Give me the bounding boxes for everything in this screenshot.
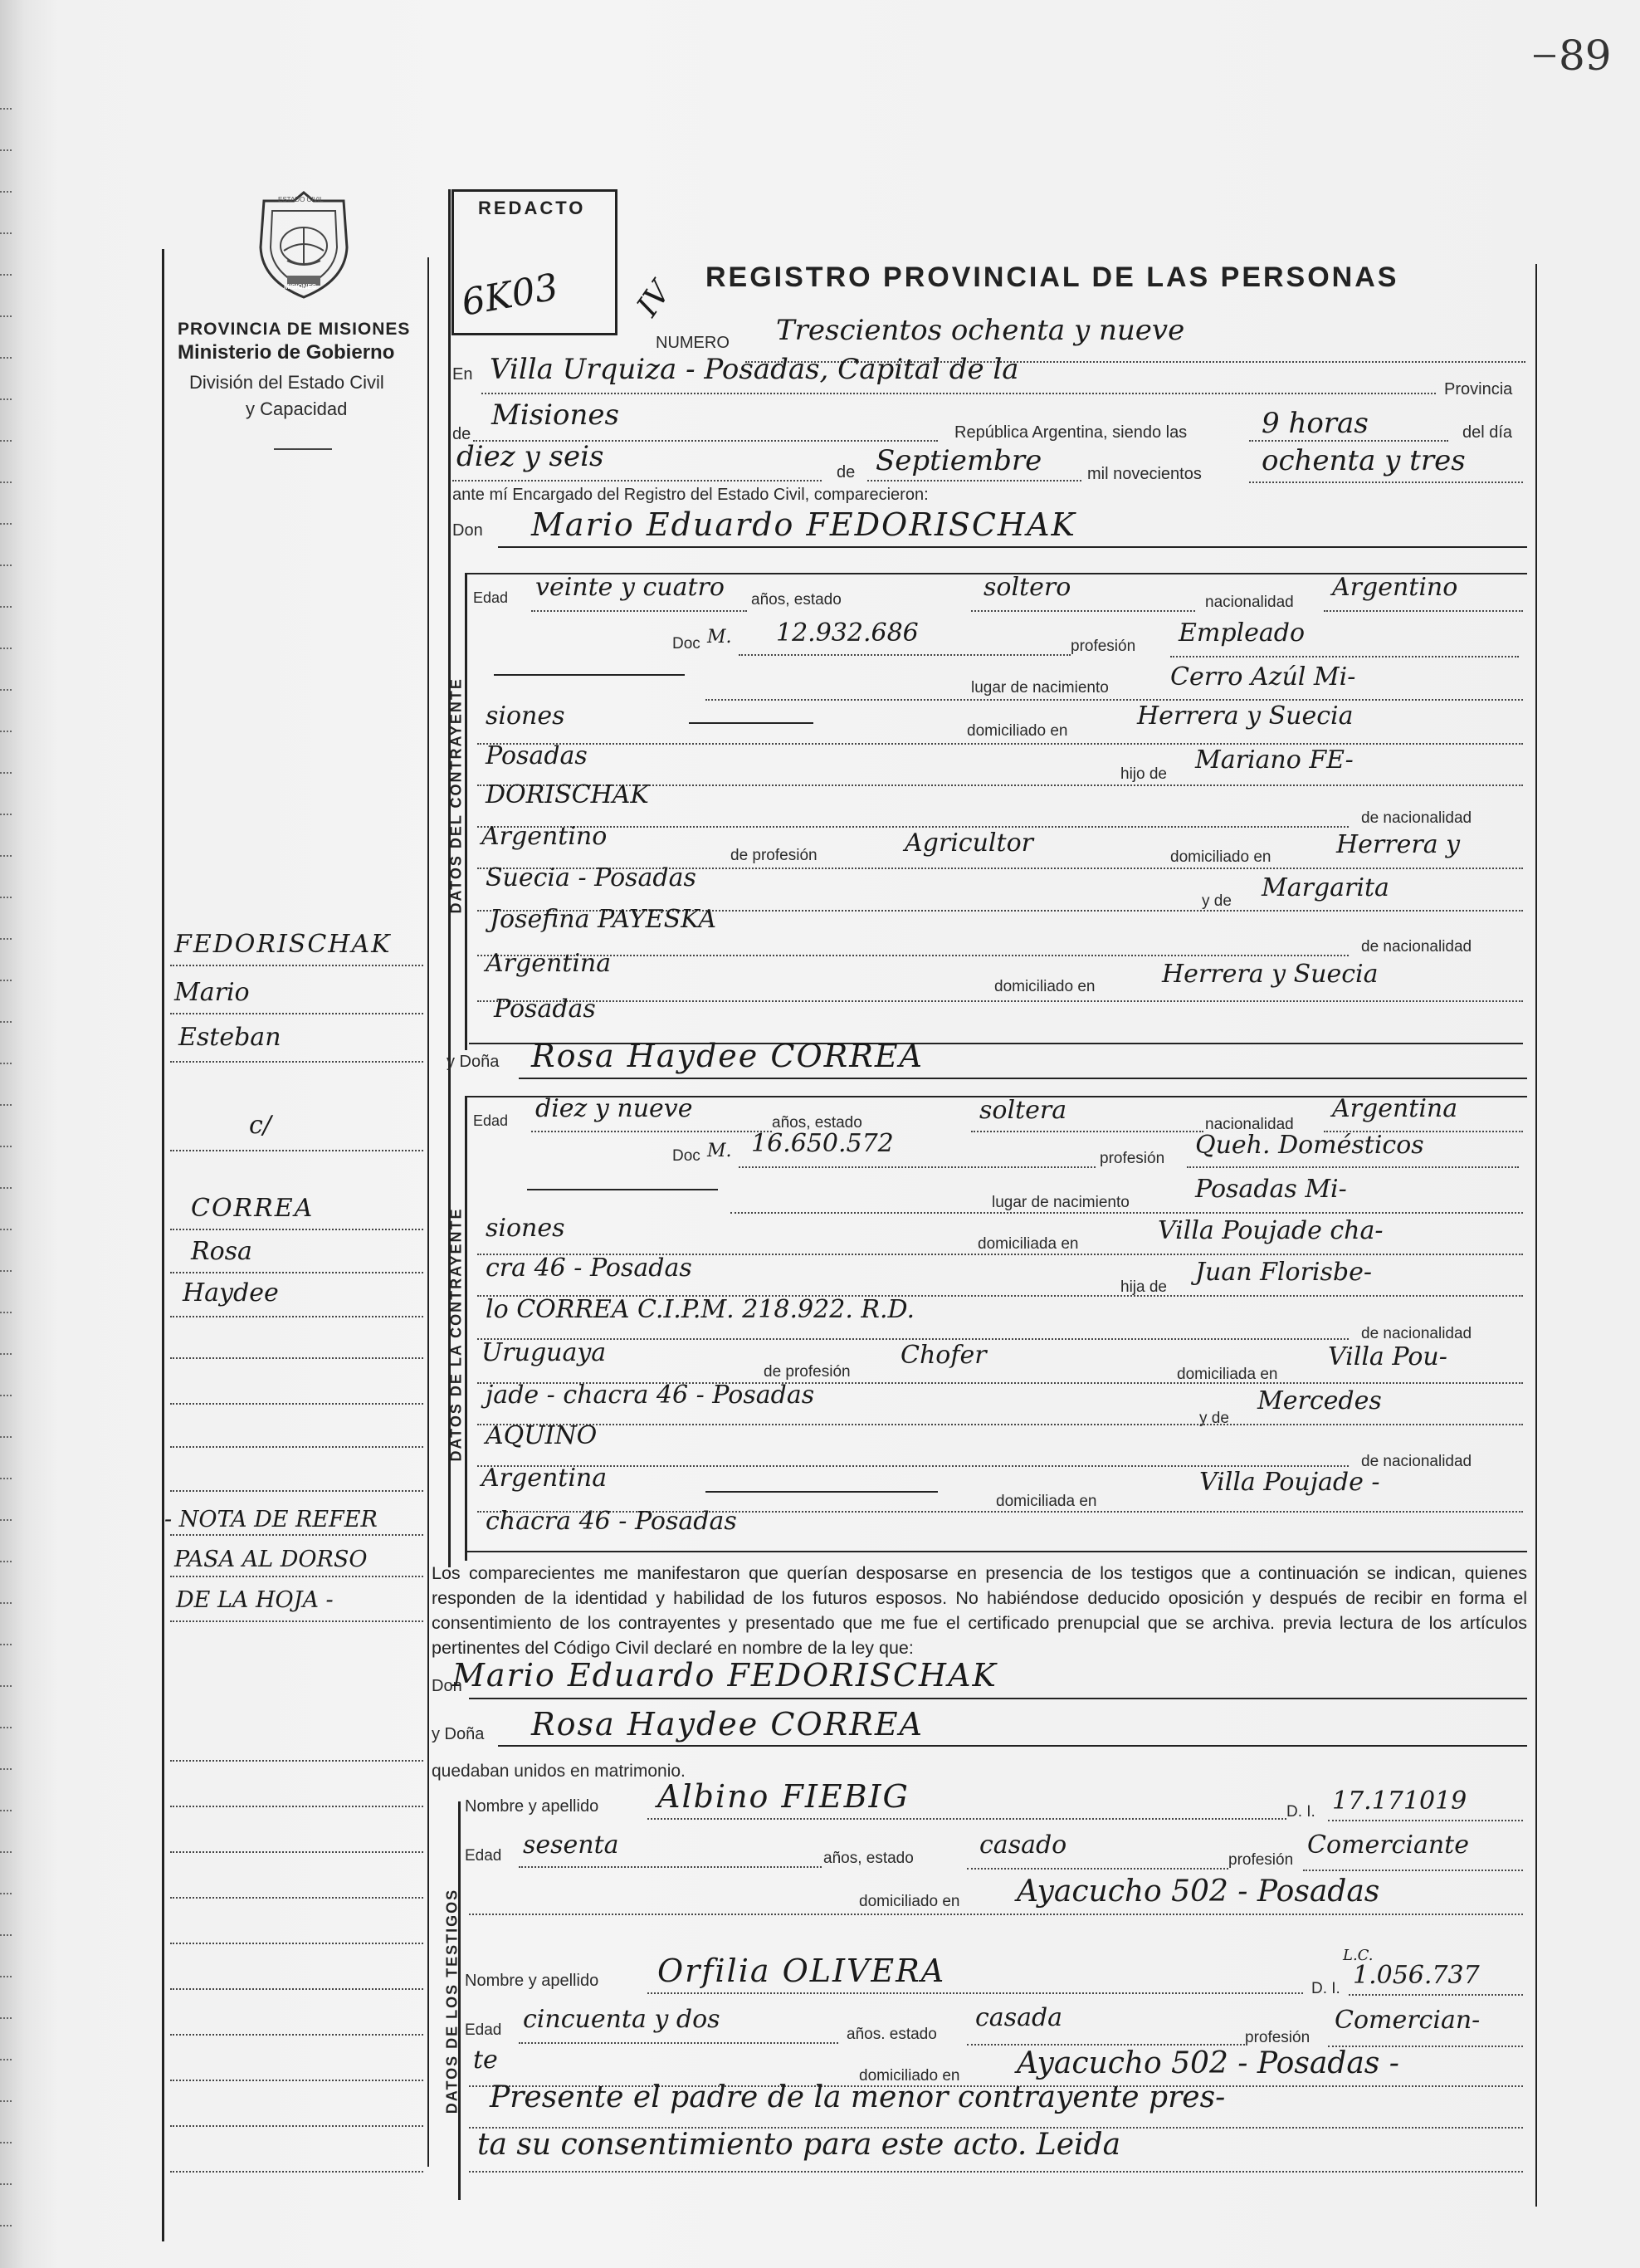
witness-data-label: DATOS DE LOS TESTIGOS xyxy=(443,1888,461,2114)
margin-tick xyxy=(0,814,12,815)
bride-mother-address-2: chacra 46 - Posadas xyxy=(486,1507,737,1536)
province-name: PROVINCIA DE MISIONES xyxy=(178,320,411,339)
margin-tick xyxy=(0,731,12,732)
bride-mother-nat-line xyxy=(477,1465,1349,1467)
division-name: División del Estado Civil xyxy=(189,372,384,393)
declaration-paragraph: Los comparecientes me manifestaron que querían desposarse en presencia de los testigos que a continuación se indican, quienes responden de la identidad y habilidad de los futuros esposos. No habiéndose deducido oposición y después de recibir en forma el consentimiento de los contrayentes y presentado que me fue el certificado prenupcial que se archiva. previa lectura de los artículos pertinentes del Código Civil declaré en nombre de la ley que: xyxy=(432,1563,1527,1658)
month-line xyxy=(867,480,1081,481)
witness2-anios-label: años. estado xyxy=(847,2026,937,2043)
groom-father-nationality: Argentino xyxy=(481,822,608,851)
bride-doc-label: Doc xyxy=(672,1147,700,1165)
margin-line-19 xyxy=(170,1943,423,1944)
groom-doc-type: M. xyxy=(707,627,732,648)
margin-surname-bride: CORREA xyxy=(191,1194,315,1223)
left-column-rule xyxy=(162,249,164,2241)
bride-address-2: cra 46 - Posadas xyxy=(486,1254,692,1283)
groom-profession: Empleado xyxy=(1179,618,1306,648)
witness2-di-label: D. I. xyxy=(1311,1980,1340,1997)
bride-domicilio-label: domiciliada en xyxy=(978,1235,1079,1253)
groom-name-line xyxy=(498,546,1527,548)
margin-tick xyxy=(0,2059,12,2060)
witness1-civil-line xyxy=(967,1868,1228,1870)
witness2-di-prefix: L.C. xyxy=(1343,1947,1374,1964)
bride-nacionalidad-label: nacionalidad xyxy=(1205,1116,1294,1133)
margin-tick xyxy=(0,938,12,940)
groom-father-nat-label: de nacionalidad xyxy=(1361,809,1472,827)
margin-tick xyxy=(0,1602,12,1604)
bride-lugar-label: lugar de nacimiento xyxy=(992,1194,1130,1211)
groom-nat-line xyxy=(1324,610,1523,612)
margin-line-3 xyxy=(170,1061,423,1063)
registry-title: REGISTRO PROVINCIAL DE LAS PERSONAS xyxy=(705,262,1399,293)
margin-tick xyxy=(0,1353,12,1355)
day-value: diez y seis xyxy=(456,440,604,473)
witness1-name-label: Nombre y apellido xyxy=(465,1797,599,1816)
witness1-edad-label: Edad xyxy=(465,1847,502,1865)
witness2-age-line xyxy=(519,2042,838,2044)
groom-prof-line xyxy=(1170,656,1519,657)
right-border-rule xyxy=(1535,264,1537,2207)
groom-mother-address-line xyxy=(477,1000,1523,1002)
bride-father-nat-label: de nacionalidad xyxy=(1361,1325,1472,1342)
margin-tick xyxy=(0,523,12,525)
margin-line-4 xyxy=(170,1150,423,1151)
bride-age-line xyxy=(531,1131,772,1132)
margin-tick xyxy=(0,1021,12,1023)
witness1-profession: Comerciante xyxy=(1307,1831,1469,1860)
bride-dash-1 xyxy=(527,1189,718,1190)
provincia-label: Provincia xyxy=(1444,380,1513,398)
margin-line-21 xyxy=(170,2034,423,2036)
margin-name-groom-2: Esteban xyxy=(178,1023,281,1052)
witness1-di-line xyxy=(1328,1820,1523,1821)
bride-father-nat-line xyxy=(477,1338,1349,1340)
header-divider xyxy=(274,448,332,450)
groom-profesion-label: profesión xyxy=(1071,638,1136,655)
groom-mother-1: Margarita xyxy=(1262,873,1389,902)
margin-connector: c/ xyxy=(249,1111,271,1140)
margin-tick xyxy=(0,1768,12,1770)
witness1-address: Ayacucho 502 - Posadas xyxy=(1017,1875,1380,1909)
bride-mother-line xyxy=(477,1424,1523,1425)
union-groom-name: Mario Eduardo FEDORISCHAK xyxy=(452,1657,998,1694)
margin-tick xyxy=(0,1644,12,1645)
bride-address-1: Villa Poujade cha- xyxy=(1158,1216,1384,1245)
groom-mother-address: Herrera y Suecia xyxy=(1162,960,1379,989)
witness1-di-number: 17.171019 xyxy=(1332,1787,1467,1816)
bride-profession: Queh. Domésticos xyxy=(1195,1131,1424,1160)
bride-section-bottom xyxy=(465,1551,1527,1552)
bride-y-de-label: y de xyxy=(1199,1410,1229,1427)
union-closing: quedaban unidos en matrimonio. xyxy=(432,1762,686,1781)
witness1-di-label: D. I. xyxy=(1286,1803,1315,1821)
bride-father-nationality: Uruguaya xyxy=(481,1338,607,1367)
margin-line-6 xyxy=(170,1272,423,1273)
groom-father-profession: Agricultor xyxy=(905,829,1033,858)
margin-tick xyxy=(0,1976,12,1977)
margin-line-23 xyxy=(170,2125,423,2127)
margin-line-8 xyxy=(170,1357,423,1359)
margin-tick xyxy=(0,1436,12,1438)
groom-civil-line xyxy=(971,610,1195,612)
groom-address-2: Posadas xyxy=(486,741,588,770)
bride-profesion-label: profesión xyxy=(1100,1150,1165,1167)
margin-tick xyxy=(0,1146,12,1147)
groom-father-1: Mariano FE- xyxy=(1195,745,1354,775)
bride-doc-number: 16.650.572 xyxy=(751,1129,894,1158)
groom-edad-label: Edad xyxy=(473,589,509,606)
page-number: 89 xyxy=(1559,32,1612,80)
witness1-prof-line xyxy=(1303,1870,1523,1871)
witness2-di-number: 1.056.737 xyxy=(1353,1961,1480,1990)
groom-mother-address-2: Posadas xyxy=(494,995,596,1024)
witness1-name: Albino FIEBIG xyxy=(657,1778,910,1815)
bride-name-line xyxy=(519,1078,1527,1079)
margin-name-groom-1: Mario xyxy=(174,978,250,1007)
bride-mother-1: Mercedes xyxy=(1257,1386,1382,1415)
margin-tick xyxy=(0,2183,12,2185)
margin-note-2: PASA AL DORSO xyxy=(174,1547,368,1572)
margin-tick xyxy=(0,648,12,649)
don-label: Don xyxy=(452,521,483,540)
union-dona-label: y Doña xyxy=(432,1725,485,1743)
mil-novecientos-text: mil novecientos xyxy=(1087,465,1202,483)
bride-doc-type: M. xyxy=(707,1141,732,1161)
groom-age: veinte y cuatro xyxy=(535,573,725,602)
bride-birthplace-2: siones xyxy=(486,1214,565,1243)
witness2-edad-label: Edad xyxy=(465,2021,502,2039)
groom-age-line xyxy=(531,610,747,612)
witness2-profession-2: te xyxy=(473,2046,498,2075)
groom-domicilio-label: domiciliado en xyxy=(967,722,1068,740)
witness1-anios-label: años, estado xyxy=(823,1850,914,1867)
margin-line-9 xyxy=(170,1403,423,1405)
page-number-dash xyxy=(1534,55,1555,57)
year-value: ochenta y tres xyxy=(1262,444,1466,477)
margin-line-15 xyxy=(170,1760,423,1762)
groom-mother-dom-label: domiciliado en xyxy=(994,978,1096,995)
union-don-label: Don xyxy=(432,1677,462,1695)
margin-surname-groom: FEDORISCHAK xyxy=(174,930,392,959)
bride-mother-nat-label: de nacionalidad xyxy=(1361,1453,1472,1470)
bride-father-profession: Chofer xyxy=(901,1341,987,1370)
margin-tick xyxy=(0,274,12,276)
margin-line-1 xyxy=(170,965,423,966)
witness1-age-line xyxy=(519,1866,822,1868)
margin-tick xyxy=(0,1478,12,1479)
groom-dash-1 xyxy=(494,674,685,676)
groom-nationality: Argentino xyxy=(1332,573,1458,602)
witness1-name-line xyxy=(647,1818,1286,1820)
margin-tick xyxy=(0,772,12,774)
union-groom-line xyxy=(469,1698,1527,1699)
margin-tick xyxy=(0,1229,12,1230)
witness2-address: Ayacucho 502 - Posadas - xyxy=(1017,2046,1399,2080)
hour-line xyxy=(1249,440,1448,442)
place-line xyxy=(481,393,1436,394)
bride-father-2: lo CORREA C.I.P.M. 218.922. R.D. xyxy=(486,1295,915,1324)
margin-line-24 xyxy=(170,2171,423,2173)
bride-mother-address-1: Villa Poujade - xyxy=(1199,1468,1380,1497)
bride-mother-nationality: Argentina xyxy=(481,1464,608,1493)
groom-civil-status: soltero xyxy=(984,573,1071,602)
day-line xyxy=(452,480,822,481)
bride-civil-status: soltera xyxy=(979,1096,1067,1125)
margin-tick xyxy=(0,1063,12,1064)
groom-name: Mario Eduardo FEDORISCHAK xyxy=(531,506,1076,543)
union-bride-line xyxy=(498,1745,1527,1747)
bride-civil-line xyxy=(971,1131,1203,1132)
groom-father-nat-line xyxy=(477,826,1349,828)
witness1-address-line xyxy=(469,1914,1523,1915)
year-line xyxy=(1249,481,1523,483)
witness2-di-line xyxy=(1349,1994,1523,1996)
margin-line-7 xyxy=(170,1316,423,1317)
republica-text: República Argentina, siendo las xyxy=(954,423,1188,442)
margin-tick xyxy=(0,1934,12,1936)
margin-line-2 xyxy=(170,1013,423,1014)
margin-tick xyxy=(0,606,12,608)
de-label: de xyxy=(452,425,471,443)
witness2-profesion-label: profesión xyxy=(1245,2029,1311,2046)
margin-tick xyxy=(0,1727,12,1728)
dona-label: y Doña xyxy=(447,1053,500,1071)
groom-doc-line xyxy=(739,654,1071,656)
margin-tick xyxy=(0,1395,12,1396)
bride-hija-label: hija de xyxy=(1120,1278,1167,1296)
month-value: Septiembre xyxy=(876,444,1042,477)
en-label: En xyxy=(452,365,473,384)
groom-y-de-label: y de xyxy=(1202,892,1232,910)
margin-name-bride-1: Rosa xyxy=(191,1237,252,1266)
margin-tick xyxy=(0,2017,12,2019)
margin-tick xyxy=(0,357,12,359)
groom-address-line xyxy=(477,743,1523,745)
groom-birthplace-1: Cerro Azúl Mi- xyxy=(1170,662,1356,692)
margin-line-17 xyxy=(170,1851,423,1853)
groom-hijo-label: hijo de xyxy=(1120,765,1167,783)
margin-tick xyxy=(0,2225,12,2226)
hour-value: 9 horas xyxy=(1262,407,1369,440)
witness1-civil-status: casado xyxy=(979,1831,1067,1860)
margin-tick xyxy=(0,1312,12,1313)
margin-tick xyxy=(0,1851,12,1853)
groom-father-2: DORISCHAK xyxy=(486,780,649,809)
margin-tick xyxy=(0,980,12,981)
bride-father-address-1: Villa Pou- xyxy=(1328,1342,1447,1371)
groom-data-label: DATOS DEL CONTRAYENTE xyxy=(447,677,465,914)
bride-prof-line xyxy=(1187,1166,1519,1168)
margin-note-1: - NOTA DE REFER xyxy=(164,1507,378,1532)
margin-tick xyxy=(0,398,12,400)
groom-address: Herrera y Suecia xyxy=(1137,701,1354,731)
groom-birthplace-2: siones xyxy=(486,701,565,731)
de-label-2: de xyxy=(837,463,856,481)
bride-data-label: DATOS DE LA CONTRAYENTE xyxy=(447,1207,465,1462)
bride-birth-line xyxy=(730,1212,1523,1214)
redacto-code: 6K03 xyxy=(458,266,562,325)
union-bride-name: Rosa Haydee CORREA xyxy=(531,1706,924,1743)
groom-nacionalidad-label: nacionalidad xyxy=(1205,594,1294,611)
margin-tick xyxy=(0,1685,12,1687)
bride-edad-label: Edad xyxy=(473,1112,509,1129)
margin-tick xyxy=(0,2142,12,2143)
margin-tick xyxy=(0,897,12,898)
bride-dash-2 xyxy=(705,1491,938,1493)
margin-roman: IV xyxy=(630,276,678,323)
division-name-2: y Capacidad xyxy=(246,398,348,419)
margin-tick xyxy=(0,440,12,442)
margin-tick xyxy=(0,1519,12,1521)
margin-line-5 xyxy=(170,1229,423,1230)
margin-tick xyxy=(0,2100,12,2102)
bride-age: diez y nueve xyxy=(535,1094,693,1123)
margin-tick xyxy=(0,1561,12,1562)
groom-lugar-label: lugar de nacimiento xyxy=(971,679,1109,697)
margin-line-13 xyxy=(170,1576,423,1577)
groom-father-address-1: Herrera y xyxy=(1336,830,1461,859)
margin-tick xyxy=(0,565,12,566)
witness2-dom-label: domiciliado en xyxy=(859,2067,960,2085)
groom-mother-nat-label: de nacionalidad xyxy=(1361,938,1472,956)
bride-mother-2: AQUINO xyxy=(486,1421,598,1450)
bride-father-prof-label: de profesión xyxy=(764,1363,851,1381)
margin-tick xyxy=(0,1187,12,1189)
margin-line-10 xyxy=(170,1446,423,1448)
bride-nationality: Argentina xyxy=(1332,1094,1458,1123)
bride-anios-label: años, estado xyxy=(772,1114,862,1132)
margin-line-18 xyxy=(170,1897,423,1899)
seal-label-top: ESTADO CIVIL xyxy=(278,196,324,203)
redacto-label: REDACTO xyxy=(478,198,586,218)
margin-line-12 xyxy=(170,1534,423,1536)
groom-anios-label: años, estado xyxy=(751,591,842,609)
witness1-profesion-label: profesión xyxy=(1228,1851,1294,1869)
bride-mother-dom-label: domiciliada en xyxy=(996,1493,1097,1510)
margin-tick xyxy=(0,315,12,317)
witness1-age: sesenta xyxy=(523,1831,619,1860)
bride-father-1: Juan Florisbe- xyxy=(1195,1258,1372,1287)
bride-father-address-2: jade - chacra 46 - Posadas xyxy=(486,1381,815,1410)
witness2-profession-1: Comercian- xyxy=(1335,2006,1481,2035)
groom-doc-label: Doc xyxy=(672,635,700,653)
ministry-name: Ministerio de Gobierno xyxy=(178,341,395,364)
closing-line-2-rule xyxy=(469,2171,1523,2173)
place-value: Villa Urquiza - Posadas, Capital de la xyxy=(490,353,1019,386)
groom-father-address-2: Suecia - Posadas xyxy=(486,863,696,892)
seal-label-bottom: MISIONES xyxy=(284,283,317,291)
margin-line-20 xyxy=(170,1988,423,1990)
groom-mother-nationality: Argentina xyxy=(486,949,612,978)
margin-tick xyxy=(0,108,12,110)
margin-tick xyxy=(0,1270,12,1272)
margin-tick xyxy=(0,1810,12,1811)
margin-tick xyxy=(0,191,12,193)
margin-line-11 xyxy=(170,1490,423,1492)
bride-doc-line xyxy=(739,1166,1096,1168)
witness2-age: cincuenta y dos xyxy=(523,2005,720,2034)
closing-line-2: ta su consentimiento para este acto. Leida xyxy=(477,2128,1121,2162)
ante-text: ante mí Encargado del Registro del Estado Civil, comparecieron: xyxy=(452,486,929,504)
margin-name-bride-2: Haydee xyxy=(183,1278,279,1308)
del-dia-label: del día xyxy=(1462,423,1513,442)
groom-father-dom-label: domiciliado en xyxy=(1170,848,1271,866)
witness2-name-label: Nombre y apellido xyxy=(465,1972,599,1990)
numero-label: NUMERO xyxy=(656,334,730,352)
center-column-rule xyxy=(427,257,429,2167)
margin-line-14 xyxy=(170,1620,423,1622)
groom-birth-line xyxy=(705,699,1523,701)
margin-tick xyxy=(0,855,12,857)
witness2-civil-line xyxy=(967,2044,1245,2046)
margin-note-3: DE LA HOJA - xyxy=(176,1587,334,1613)
province-value: Misiones xyxy=(491,398,619,432)
margin-tick xyxy=(0,149,12,151)
margin-tick xyxy=(0,1104,12,1106)
margin-tick xyxy=(0,232,12,234)
margin-tick xyxy=(0,1893,12,1894)
groom-mother-2: Josefina PAYESKA xyxy=(490,905,716,934)
closing-line-1: Presente el padre de la menor contrayente pres- xyxy=(490,2080,1226,2114)
witness2-name-line xyxy=(647,1992,1303,1994)
groom-dash-2 xyxy=(689,722,813,724)
bride-birthplace-1: Posadas Mi- xyxy=(1195,1175,1347,1204)
act-number-value: Trescientos ochenta y nueve xyxy=(776,314,1185,347)
margin-tick xyxy=(0,689,12,691)
bride-name: Rosa Haydee CORREA xyxy=(531,1038,924,1074)
witness2-name: Orfilia OLIVERA xyxy=(657,1953,946,1989)
margin-line-22 xyxy=(170,2080,423,2081)
bride-father-dom-label: domiciliada en xyxy=(1177,1366,1278,1383)
margin-tick xyxy=(0,481,12,483)
margin-line-16 xyxy=(170,1806,423,1807)
groom-doc-number: 12.932.686 xyxy=(776,618,919,648)
groom-father-prof-label: de profesión xyxy=(730,847,818,864)
witness2-civil-status: casada xyxy=(975,2003,1063,2032)
witness1-dom-label: domiciliado en xyxy=(859,1893,960,1910)
